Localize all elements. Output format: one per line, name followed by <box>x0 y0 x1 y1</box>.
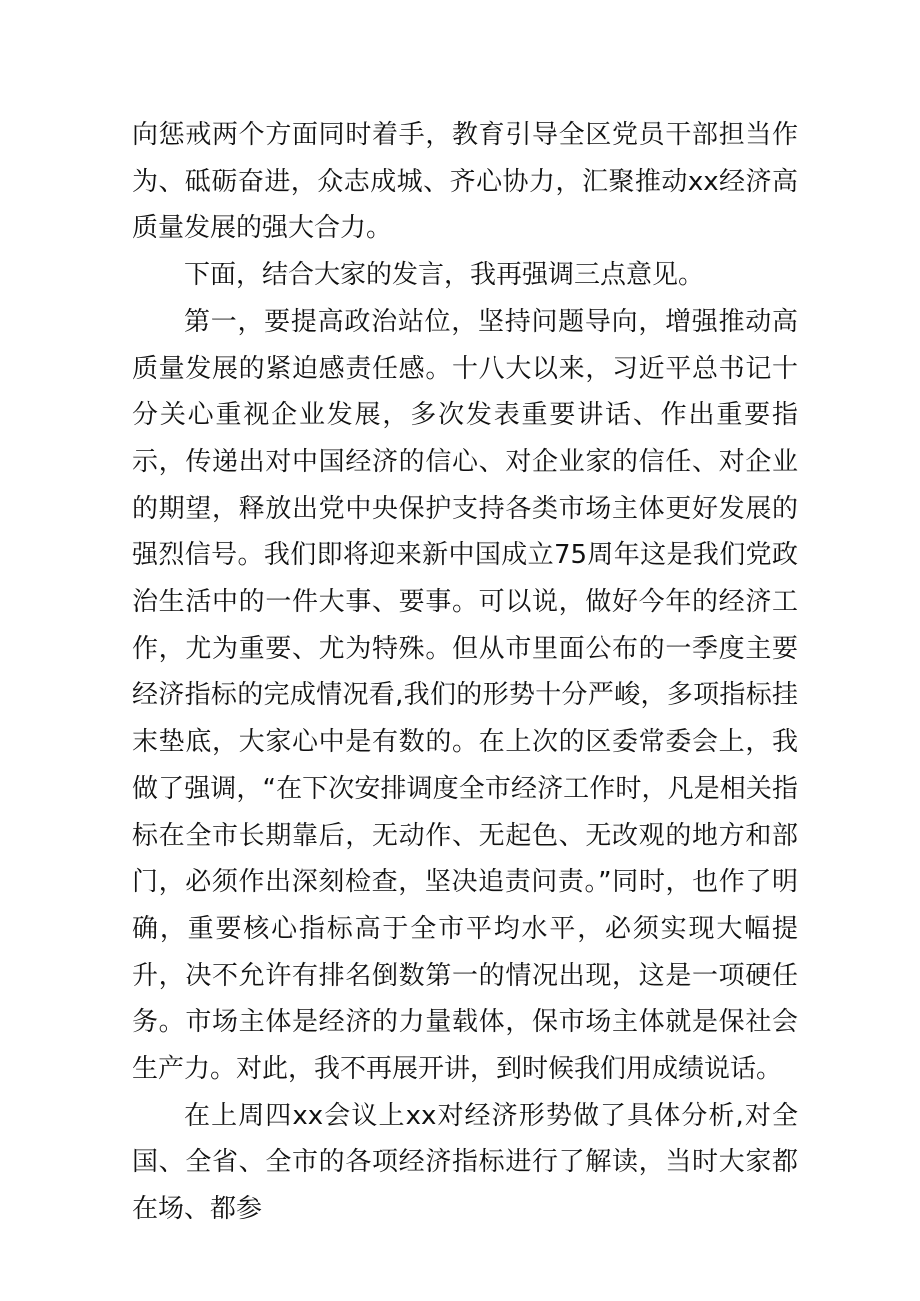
paragraph-first-point: 第一，要提高政治站位，坚持问题导向，增强推动高质量发展的紧迫感责任感。十八大以来，习近平总书记十分关心重视企业发展，多次发表重要讲话、作出重要指示，传递出对中国经济的信心、对企业家的信任、对企业的期望，释放出党中央保护支持各类市场主体更好发展的强烈信号。我们即将迎来新中国成立75周年这是我们党政治生活中的一件大事、要事。可以说，做好今年的经济工作，尤为重要、尤为特殊。但从市里面公布的一季度主要经济指标的完成情况看,我们的形势十分严峻，多项指标挂末垫底，大家心中是有数的。在上次的区委常委会上，我做了强调，“在下次安排调度全市经济工作时，凡是相关指标在全市长期靠后，无动作、无起色、无改观的地方和部门，必须作出深刻检查，坚决追责问责。”同时，也作了明确，重要核心指标高于全市平均水平，必须实现大幅提升，决不允许有排名倒数第一的情况出现，这是一项硬任务。市场主体是经济的力量载体，保市场主体就是保社会生产力。对此，我不再展开讲，到时候我们用成绩说话。 <box>132 306 798 1085</box>
paragraph-intro: 下面，结合大家的发言，我再强调三点意见。 <box>184 260 705 291</box>
paragraph-continuation: 向惩戒两个方面同时着手，教育引导全区党员干部担当作为、砥砺奋进，众志成城、齐心协力，汇聚推动xx经济高质量发展的强大合力。 <box>132 120 798 244</box>
paragraph-meeting: 在上周四xx会议上xx对经济形势做了具体分析,对全国、全省、全市的各项经济指标进行了解读，当时大家都在场、都参 <box>132 1100 798 1225</box>
document-body <box>132 112 798 1233</box>
